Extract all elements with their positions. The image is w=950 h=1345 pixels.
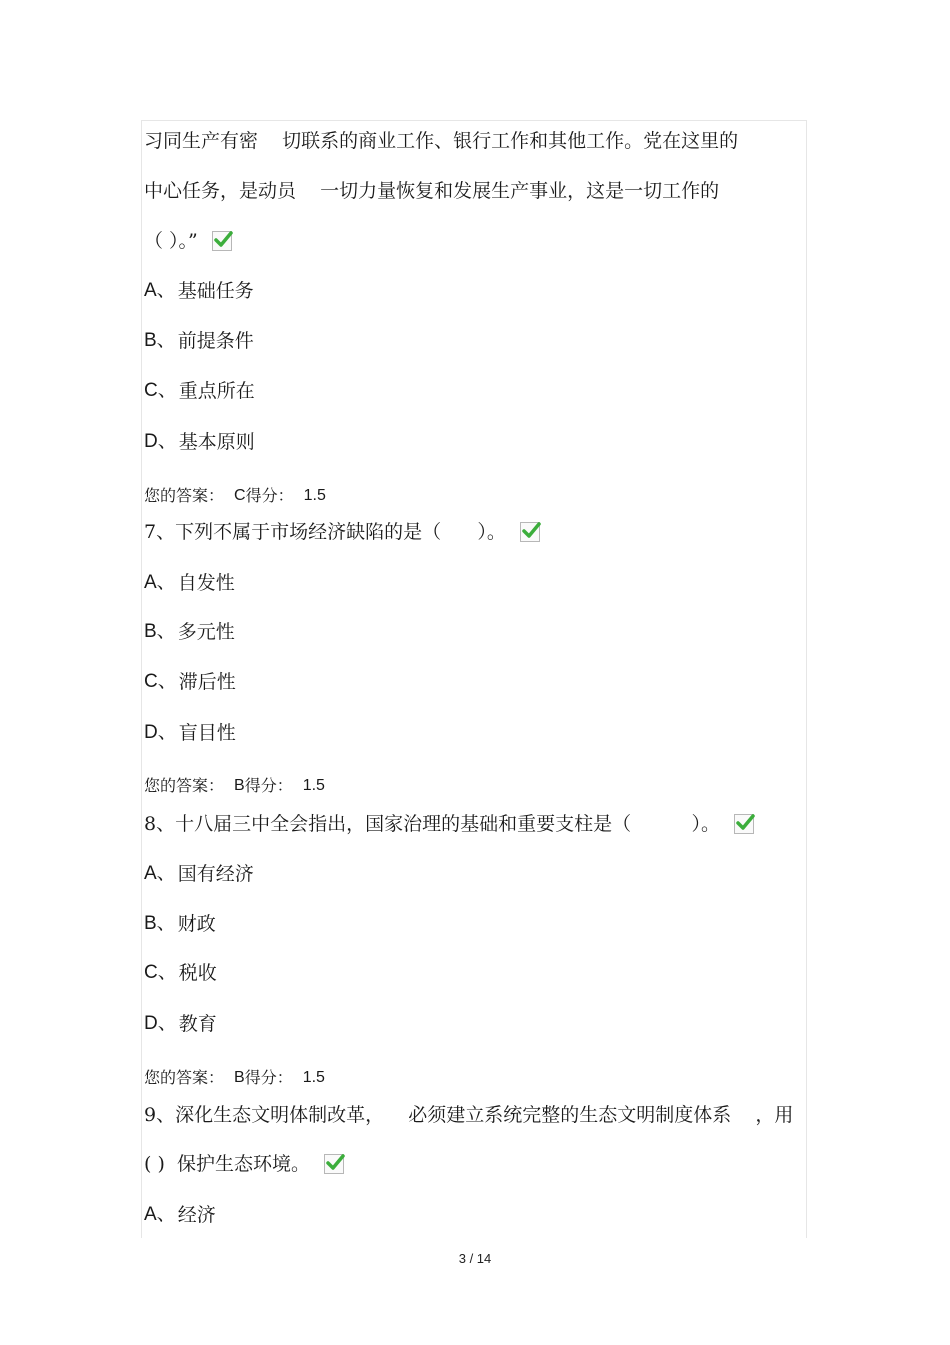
option-d[interactable]: D、 教育 [144, 1013, 217, 1035]
option-b[interactable]: B、 前提条件 [144, 330, 254, 352]
answer-line: 您的答案： B 得分： 1.5 [144, 776, 325, 795]
check-icon [734, 814, 754, 834]
option-d[interactable]: D、 盲目性 [144, 722, 236, 744]
option-c[interactable]: C、 滞后性 [144, 671, 236, 693]
check-icon [212, 231, 232, 251]
option-b[interactable]: B、 财政 [144, 913, 216, 935]
option-c[interactable]: C、 重点所在 [144, 380, 255, 402]
option-a[interactable]: A、 国有经济 [144, 863, 254, 885]
question-6-line-3: （ ）。” [144, 229, 232, 253]
option-a[interactable]: A、 基础任务 [144, 280, 254, 302]
option-b[interactable]: B、 多元性 [144, 621, 235, 643]
option-a[interactable]: A、 经济 [144, 1204, 216, 1226]
question-9-line-2: ( ) 保护生态环境。 [144, 1152, 344, 1176]
question-8-stem: 8、十八届三中全会指出，国家治理的基础和重要支柱是（ ）。 [144, 812, 754, 836]
question-7-stem: 7、下列不属于市场经济缺陷的是（ ）。 [144, 520, 540, 544]
answer-line: 您的答案： B 得分： 1.5 [144, 1068, 325, 1087]
option-c[interactable]: C、 税收 [144, 962, 217, 984]
option-d[interactable]: D、 基本原则 [144, 431, 255, 453]
page-number: 3 / 14 [458, 1251, 492, 1266]
check-icon [520, 522, 540, 542]
question-6-line-1: 习同生产有密 切联系的商业工作、银行工作和其他工作。党在这里的 [144, 130, 739, 152]
check-icon [324, 1154, 344, 1174]
question-9-line-1: 9、深化生态文明体制改革， 必须建立系统完整的生态文明制度体系 ，用 [144, 1104, 794, 1126]
answer-line: 您的答案： C 得分： 1.5 [144, 486, 326, 505]
option-a[interactable]: A、 自发性 [144, 572, 235, 594]
question-6-line-2: 中心任务，是动员 一切力量恢复和发展生产事业，这是一切工作的 [144, 180, 720, 202]
